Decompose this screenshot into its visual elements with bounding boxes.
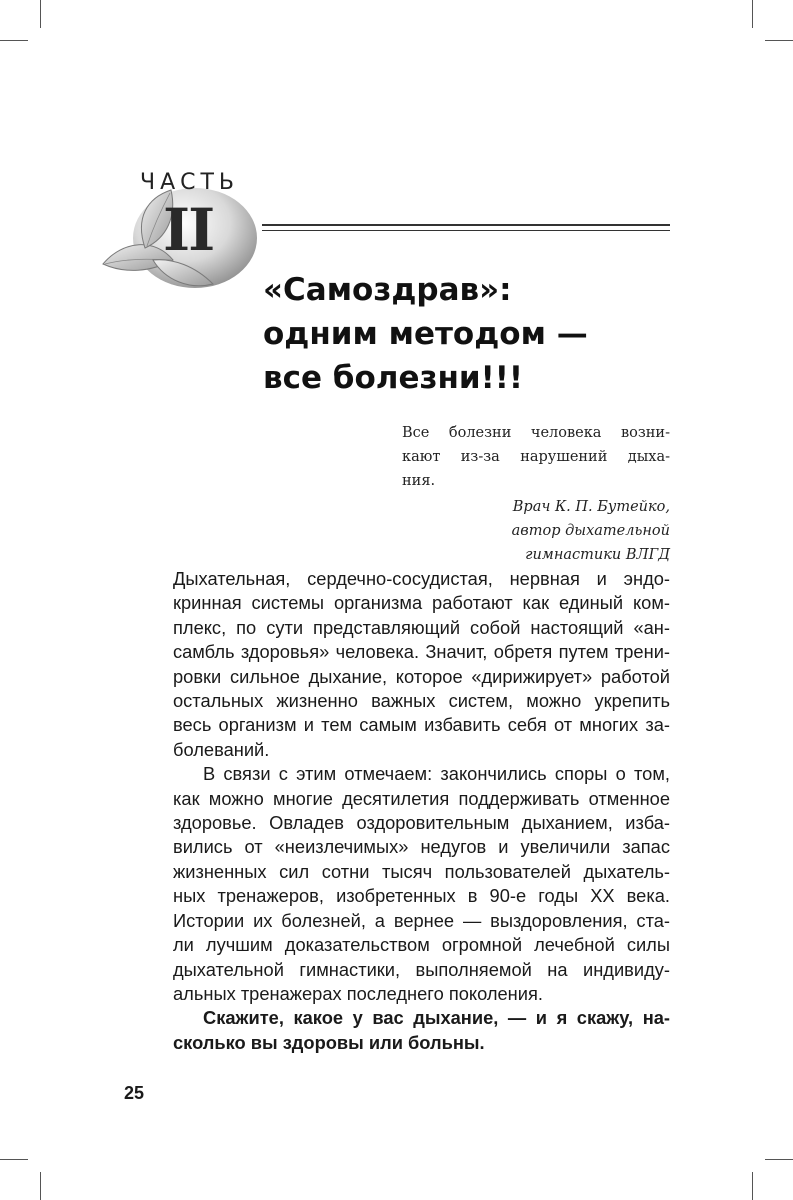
epigraph-quote bbox=[402, 421, 670, 493]
paragraph-1 bbox=[173, 567, 670, 762]
crop-mark-bottom-right-horizontal bbox=[765, 1159, 793, 1160]
epigraph-quote-line: Все болезни человека возни- bbox=[402, 425, 670, 441]
crop-mark-top-left-vertical bbox=[40, 0, 41, 28]
text-line: альных тренажерах последнего поколения. bbox=[173, 982, 543, 1004]
chapter-rule bbox=[262, 224, 670, 231]
text-line: болеваний. bbox=[173, 738, 270, 760]
text-line: ных тренажеров, изобретенных в 90-е годы XX века. bbox=[173, 885, 670, 907]
part-label: ЧАСТЬ bbox=[140, 170, 240, 195]
text-line: жизненных сил сотни тысяч пользователей дыхатель- bbox=[173, 860, 670, 882]
page-number: 25 bbox=[124, 1083, 145, 1103]
body-text bbox=[173, 567, 670, 1055]
text-line: самбль здоровья» человека. Значит, обретя путем трени- bbox=[173, 641, 670, 663]
text-line: вились от «неизлечимых» недугов и увеличили запас bbox=[173, 836, 670, 858]
epigraph-attribution-line: Врач К. П. Бутейко, bbox=[512, 499, 670, 515]
crop-mark-top-right-vertical bbox=[752, 0, 753, 28]
text-line: остальных жизненно важных систем, можно укрепить bbox=[173, 690, 670, 712]
crop-mark-bottom-left-vertical bbox=[40, 1172, 41, 1200]
text-line: кринная системы организма работают как единый ком- bbox=[173, 592, 670, 614]
paragraph-3 bbox=[173, 1006, 670, 1055]
chapter-title-line: одним методом — bbox=[263, 316, 588, 352]
text-line: Дыхательная, сердечно-сосудистая, нервная и эндо- bbox=[173, 568, 670, 589]
text-line: В связи с этим отмечаем: закончились споры о том, bbox=[203, 763, 670, 785]
crop-mark-top-left-horizontal bbox=[0, 40, 28, 41]
chapter-title-line: все болезни!!! bbox=[263, 360, 524, 396]
text-line: здоровье. Овладев оздоровительным дыханием, изба- bbox=[173, 812, 670, 834]
text-line: ровки сильное дыхание, которое «дирижирует» работой bbox=[173, 665, 670, 687]
text-line: ли лучшим доказательством огромной лечебной силы bbox=[173, 934, 670, 956]
crop-mark-top-right-horizontal bbox=[765, 40, 793, 41]
epigraph-quote-line: ния. bbox=[402, 473, 436, 489]
epigraph-quote-line: кают из-за нарушений дыха- bbox=[402, 449, 670, 465]
part-number: II bbox=[163, 196, 214, 264]
crop-mark-bottom-left-horizontal bbox=[0, 1159, 28, 1160]
crop-mark-bottom-right-vertical bbox=[752, 1172, 753, 1200]
text-line: Истории их болезней, а вернее — выздоровления, ста- bbox=[173, 909, 670, 931]
text-line: как можно многие десятилетия поддерживать отменное bbox=[173, 787, 670, 809]
epigraph-attribution-line: гимнастики ВЛГД bbox=[525, 547, 670, 563]
paragraph-2 bbox=[173, 762, 670, 1006]
text-line: весь организм и тем самым избавить себя от многих за- bbox=[173, 714, 670, 736]
chapter-title bbox=[263, 268, 588, 400]
chapter-title-line: «Самоздрав»: bbox=[263, 272, 512, 308]
epigraph bbox=[402, 421, 670, 567]
epigraph-attribution-line: автор дыхательной bbox=[511, 523, 670, 539]
epigraph-attribution bbox=[402, 495, 670, 567]
text-line: дыхательной гимнастики, выполняемой на индивиду- bbox=[173, 958, 670, 980]
text-line: плекс, по сути представляющий собой настоящий «ан- bbox=[173, 616, 670, 638]
text-line: Скажите, какое у вас дыхание, — и я скажу, на- bbox=[203, 1007, 670, 1029]
text-line: сколько вы здоровы или больны. bbox=[173, 1031, 485, 1053]
